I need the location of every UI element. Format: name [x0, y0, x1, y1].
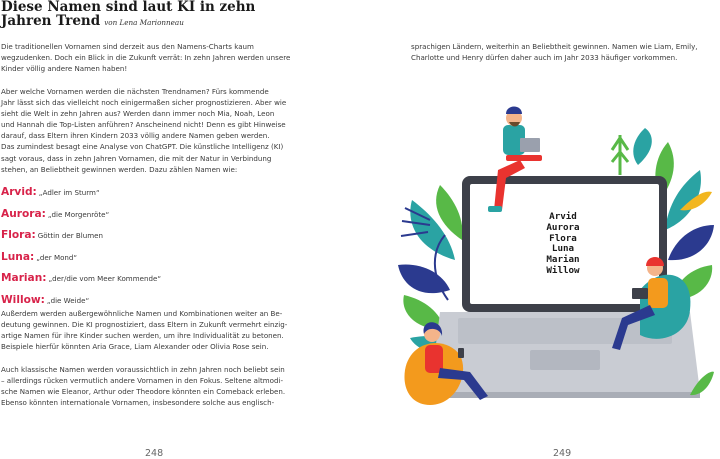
laptop-keyboard	[458, 318, 672, 344]
paragraph-2	[1, 86, 306, 175]
name-meaning: „der Mond“	[36, 253, 78, 262]
text-line: Das zumindest besagt eine Analyse von ChatGPT. Die künstliche Intelligenz (KI)	[1, 142, 284, 152]
title-line-1: Diese Namen sind laut KI in zehn	[1, 0, 256, 15]
name-entry-willow	[1, 288, 301, 306]
laptop-screen-names	[518, 212, 608, 277]
text-line: Aber welche Vornamen werden die nächsten Trendnamen? Fürs kommende	[1, 87, 269, 96]
name-label: Flora:	[1, 229, 36, 241]
name-meaning: „die Morgenröte“	[47, 210, 110, 219]
name-label: Willow:	[1, 294, 45, 306]
text-line: Charlotte und Henry dürfen daher auch im Jahr 2033 häufiger vorkommen.	[411, 53, 678, 63]
text-line: sprachigen Ländern, weiterhin an Beliebtheit gewinnen. Namen wie Liam, Emily,	[411, 42, 698, 51]
screen-name: Flora	[549, 232, 577, 244]
text-line: Jahr lässt sich das vielleicht noch einigermaßen sicher prognostizieren. Aber wie	[1, 98, 287, 108]
screen-name: Marian	[546, 254, 580, 266]
page-number-left: 248	[145, 448, 164, 459]
intro-paragraph	[1, 41, 306, 74]
text-line: stehen, an Beliebtheit gewinnen werden. Dazu zählen Namen wie:	[1, 164, 238, 174]
name-entry-luna	[1, 245, 301, 263]
name-entry-aurora	[1, 202, 301, 220]
text-line: sche Namen wie Eleanor, Arthur oder Theodore könnten ein Comeback erleben.	[1, 387, 286, 397]
author-byline: von Lena Marionneau	[104, 18, 184, 27]
text-line: deutung gewinnen. Die KI prognostiziert, dass Eltern in Zukunft vermehrt einzig-	[1, 320, 288, 330]
paragraph-4	[1, 364, 306, 408]
name-entry-marian	[1, 266, 301, 284]
name-label: Aurora:	[1, 208, 46, 220]
article-title	[1, 0, 301, 30]
text-line: – allerdings rücken vermutlich andere Vornamen in den Fokus. Seltene altmodi-	[1, 376, 284, 386]
text-line: Außerdem werden außergewöhnliche Namen und Kombinationen weiter an Be-	[1, 309, 283, 318]
name-label: Arvid:	[1, 186, 37, 198]
name-meaning: „Adler im Sturm“	[38, 188, 100, 197]
text-line: Ebenso könnten internationale Vornamen, insbesondere solche aus englisch-	[1, 398, 275, 408]
page-number-right: 249	[553, 448, 572, 459]
screen-name: Arvid	[549, 211, 577, 222]
continuation-paragraph	[411, 41, 716, 63]
text-line: Beispiele hierfür könnten Aria Grace, Liam Alexander oder Olivia Rose sein.	[1, 342, 269, 352]
text-line: sagt voraus, dass in zehn Jahren Vornamen, die mit der Natur in Verbindung	[1, 153, 272, 163]
text-line: und Hannah die Top-Listen anführen? Anscheinend nicht! Denn es gibt Hinweise	[1, 120, 286, 130]
text-line: Kinder völlig andere Namen haben!	[1, 64, 128, 74]
name-label: Luna:	[1, 251, 35, 263]
name-label: Marian:	[1, 272, 47, 284]
laptop-trackpad	[530, 350, 600, 370]
name-meaning: „der/die vom Meer Kommende“	[48, 274, 162, 283]
paragraph-3	[1, 308, 306, 352]
name-meaning: Göttin der Blumen	[37, 231, 104, 240]
title-line-2: Jahren Trend	[1, 13, 101, 29]
name-entry-flora	[1, 223, 301, 241]
text-line: Die traditionellen Vornamen sind derzeit aus den Namens-Charts kaum	[1, 42, 254, 51]
name-meaning: „die Weide“	[46, 296, 90, 305]
text-line: Auch klassische Namen werden voraussichtlich in zehn Jahren noch beliebt sein	[1, 365, 285, 374]
screen-name: Luna	[551, 243, 575, 255]
name-entry-arvid	[1, 180, 301, 198]
text-line: wegzudenken. Doch ein Blick in die Zukunft verrät: In zehn Jahren werden unsere	[1, 53, 291, 63]
text-line: darauf, dass Eltern ihren Kindern 2033 völlig andere Namen geben werden.	[1, 131, 270, 141]
screen-name: Willow	[546, 264, 580, 276]
text-line: artige Namen für ihre Kinder suchen werden, um ihre Individualität zu betonen.	[1, 331, 284, 341]
text-line: sieht die Welt in zehn Jahren aus? Werden dann immer noch Mia, Noah, Leon	[1, 109, 275, 119]
screen-name: Aurora	[546, 221, 580, 233]
